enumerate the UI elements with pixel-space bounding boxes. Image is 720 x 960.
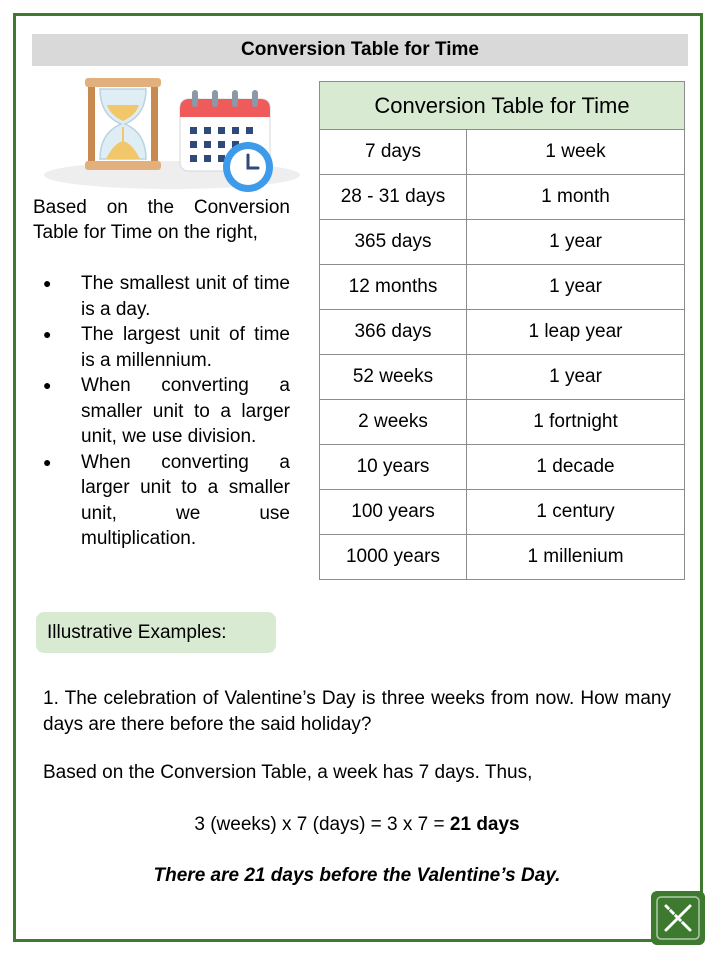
intro-text bbox=[33, 195, 290, 245]
table-cell: 1 fortnight bbox=[467, 400, 685, 445]
logo-graphic bbox=[651, 891, 705, 945]
table-cell: 1 century bbox=[467, 490, 685, 535]
calc-expression: 3 (weeks) x 7 (days) = 3 x 7 = bbox=[194, 814, 450, 835]
clock-icon bbox=[223, 142, 273, 192]
list-item: ● When converting a smaller unit to a larger unit, we use division. bbox=[43, 375, 290, 447]
table-cell: 1 year bbox=[467, 355, 685, 400]
bullet-icon: ● bbox=[43, 326, 52, 342]
bullet-icon: ● bbox=[43, 275, 52, 291]
table-cell: 1 decade bbox=[467, 445, 685, 490]
example-answer: There are 21 days before the Valentine’s Day. bbox=[153, 865, 561, 886]
hourglass-icon bbox=[85, 78, 161, 170]
table-row bbox=[320, 310, 685, 355]
list-item: ● The largest unit of time is a millennium. bbox=[43, 324, 290, 371]
page-title: Conversion Table for Time bbox=[32, 34, 688, 66]
table-row bbox=[320, 490, 685, 535]
table-cell: 12 months bbox=[320, 265, 467, 310]
table-cell: 7 days bbox=[320, 130, 467, 175]
table-cell: 1 year bbox=[467, 220, 685, 265]
table-cell: 1 leap year bbox=[467, 310, 685, 355]
table-cell: 1 month bbox=[467, 175, 685, 220]
table-cell: 1 year bbox=[467, 265, 685, 310]
table-row bbox=[320, 535, 685, 580]
pencil-ruler-logo-icon bbox=[651, 891, 705, 945]
table-cell: 1000 years bbox=[320, 535, 467, 580]
table-row bbox=[320, 400, 685, 445]
table-row bbox=[320, 175, 685, 220]
table-row bbox=[320, 220, 685, 265]
list-item: ● When converting a larger unit to a smaller unit, we use multiplication. bbox=[43, 451, 290, 549]
example-basis: Based on the Conversion Table, a week has 7 days. Thus, bbox=[43, 762, 533, 783]
list-item: ● The smallest unit of time is a day. bbox=[43, 273, 290, 320]
time-illustration bbox=[40, 75, 304, 195]
examples-label: Illustrative Examples: bbox=[36, 612, 276, 653]
table-cell: 1 millenium bbox=[467, 535, 685, 580]
table-cell: 2 weeks bbox=[320, 400, 467, 445]
bullet-icon: ● bbox=[43, 453, 52, 470]
table-cell: 365 days bbox=[320, 220, 467, 265]
table-cell: 10 years bbox=[320, 445, 467, 490]
example-calculation bbox=[43, 814, 671, 836]
table-row bbox=[320, 445, 685, 490]
intro-paragraph: Based on the Conversion Table for Time on the right, bbox=[33, 197, 290, 243]
table-cell: 1 week bbox=[467, 130, 685, 175]
table-row bbox=[320, 355, 685, 400]
conversion-table bbox=[319, 81, 685, 580]
bullet-icon: ● bbox=[43, 377, 52, 393]
table-header: Conversion Table for Time bbox=[320, 82, 685, 130]
table-cell: 100 years bbox=[320, 490, 467, 535]
table-row bbox=[320, 130, 685, 175]
table-row bbox=[320, 265, 685, 310]
table-header-row bbox=[320, 82, 685, 130]
table-cell: 366 days bbox=[320, 310, 467, 355]
rules-list bbox=[33, 271, 290, 552]
table-cell: 28 - 31 days bbox=[320, 175, 467, 220]
example-question: 1. The celebration of Valentine’s Day is three weeks from now. How many days are there before the said holiday? bbox=[43, 688, 671, 735]
calc-result: 21 days bbox=[449, 814, 520, 835]
table-cell: 52 weeks bbox=[320, 355, 467, 400]
